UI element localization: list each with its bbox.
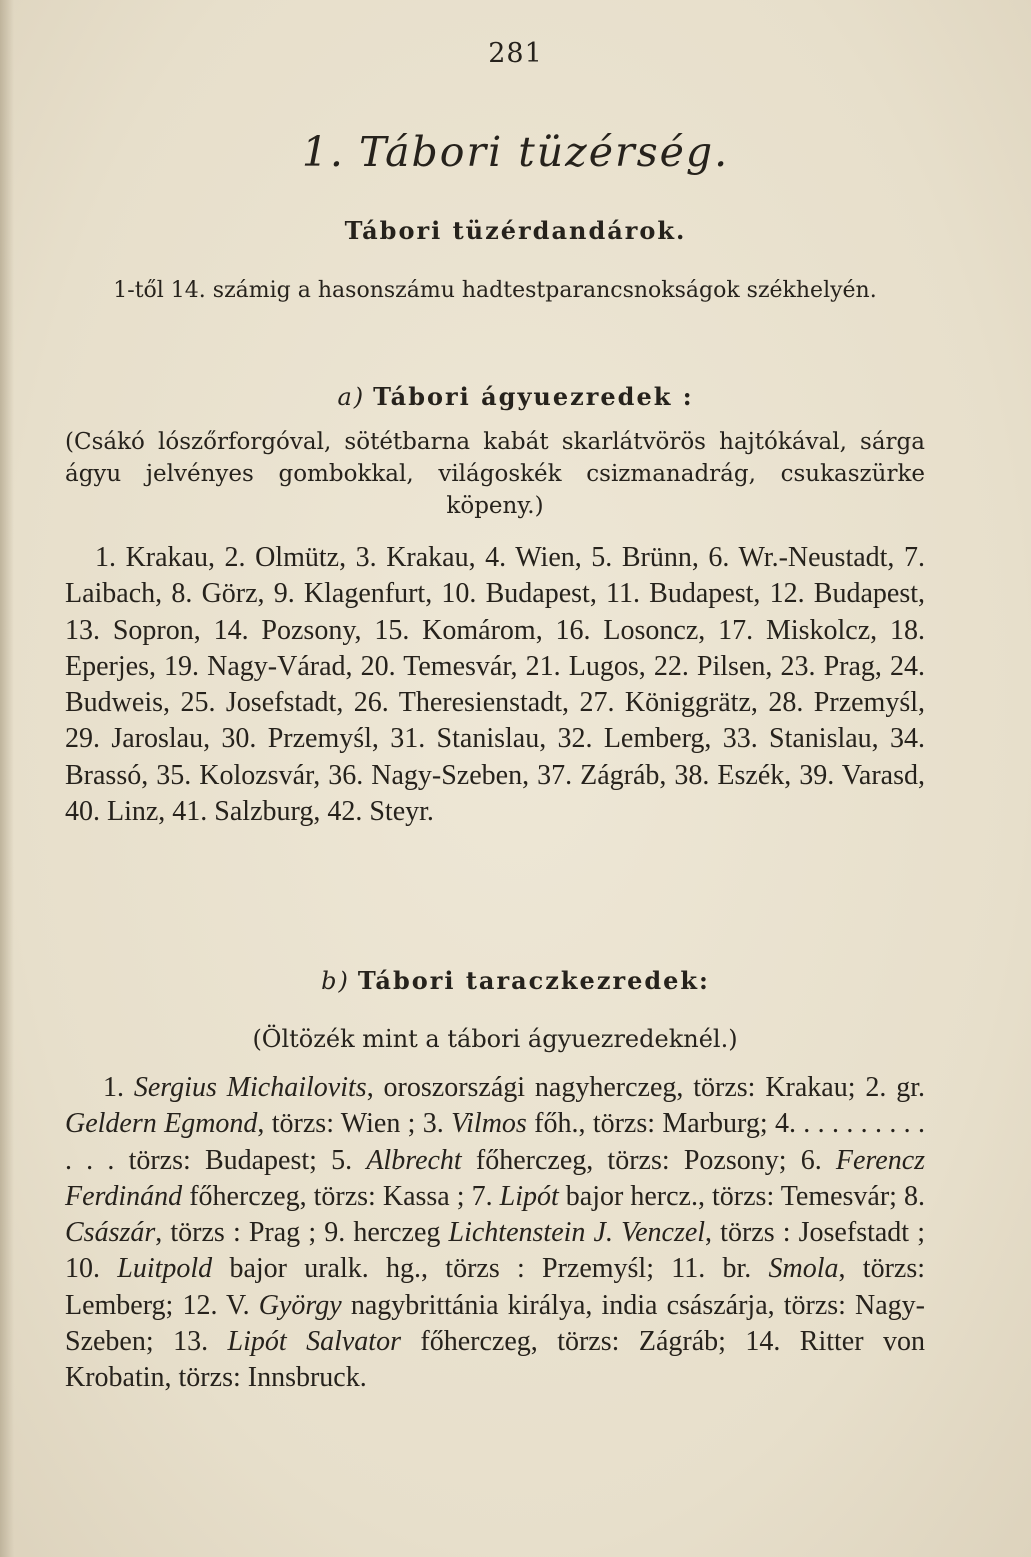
regiment-entry-text: 12. V. [182, 1289, 259, 1321]
regiment-patron-name: Lipót [499, 1180, 559, 1212]
title-number: 1. [301, 128, 345, 176]
regiment-patron-name: Luitpold [117, 1253, 213, 1285]
section-a-description: (Csákó lószőrforgóval, sötétbarna kabát skarlátvörös hajtókával, sárga ágyu jelvényes gombokkal, világoskék csizmanadrág, csukaszürke köpeny.) [65, 429, 925, 519]
regiment-patron-name: Geldern Egmond [65, 1108, 258, 1140]
regiment-entry-text: 3. [422, 1108, 452, 1140]
title-text: Tábori tüzérség. [358, 128, 730, 176]
regiment-entry-text: főherczeg, törzs: Zágráb; [400, 1326, 746, 1358]
section-b-list [65, 1070, 925, 1397]
regiment-entry-text: 10. [65, 1253, 118, 1285]
regiment-patron-name: Lipót Salvator [227, 1326, 401, 1358]
regiment-patron-name: Lichtenstein J. Venczel [448, 1217, 706, 1249]
regiment-entry-text: bajor uralk. hg., törzs : Przemyśl; [212, 1253, 672, 1285]
regiment-entry-text: , törzs : Prag ; [155, 1217, 325, 1249]
regiment-patron-name: György [258, 1289, 342, 1321]
regiment-entry [103, 1072, 865, 1103]
regiment-entry [324, 1217, 925, 1248]
regiment-entry-text: törzs: Budapest; [128, 1144, 332, 1176]
regiment-entry [173, 1326, 745, 1357]
regiment-entry-text: 9. herczeg [324, 1217, 449, 1249]
regiment-entry [65, 1253, 671, 1284]
section-a-title: Tábori ágyuezredek : [373, 382, 694, 411]
regiment-patron-name: Császár [65, 1217, 156, 1249]
section-a-marker: a) [337, 383, 366, 411]
regiment-patron-name: Vilmos [451, 1108, 527, 1140]
regiment-entry-text: 13. [173, 1326, 228, 1358]
regiment-entry-text: 5. [331, 1144, 367, 1176]
section-a-heading [0, 382, 1031, 411]
page-title [0, 128, 1031, 176]
regiment-entry-text: 7. [471, 1180, 500, 1212]
section-b-description: (Öltözék mint a tábori ágyuezredeknél.) [252, 1025, 738, 1053]
regiment-entry-text: 1. [103, 1072, 134, 1103]
intro-paragraph: 1-től 14. számig a hasonszámu hadtestparancsnokságok székhelyén. [113, 278, 877, 303]
regiment-entry [472, 1181, 904, 1212]
regiment-patron-name: Smola [768, 1253, 839, 1285]
regiment-entry-text: 2. gr. [865, 1072, 926, 1103]
regiment-patron-name: Ferencz Ferdinánd [65, 1144, 926, 1212]
regiment-entry-text: bajor hercz., törzs: Temesvár; [558, 1180, 905, 1212]
regiment-entry-text: nagybrittánia királya, india császárja, törzs: Nagy-Szeben; [65, 1289, 926, 1358]
regiment-entry-text: főherczeg, törzs: Pozsony; [461, 1144, 801, 1176]
regiment-entry-text: , törzs : Josefstadt ; [705, 1217, 925, 1249]
regiment-entry [423, 1108, 775, 1139]
regiment-entry-text: , oroszországi nagyherczeg, törzs: Krakau; [366, 1072, 866, 1103]
section-b-heading [0, 966, 1031, 995]
regiment-entry-text: főherczeg, törzs: Kassa ; [182, 1180, 472, 1212]
regiment-entry-text: 14. Ritter von Krobatin, törzs: Innsbruck. [65, 1326, 925, 1394]
regiment-patron-name: Albrecht [366, 1144, 462, 1176]
regiment-entry-text: 4. . . . . . . . . . . . . [65, 1108, 926, 1176]
regiment-entry-text: , törzs: Lemberg; [65, 1253, 925, 1321]
regiment-entry-text: főh., törzs: Marburg; [526, 1108, 775, 1140]
regiment-patron-name: Sergius Michailovits [133, 1072, 367, 1103]
page-number: 281 [488, 38, 543, 69]
regiment-entry-text: 8. [904, 1180, 926, 1212]
regiment-entry [331, 1145, 801, 1176]
section-b-marker: b) [321, 967, 350, 995]
section-b-title: Tábori taraczkezredek: [357, 966, 710, 995]
section-subtitle: Tábori tüzérdandárok. [344, 216, 687, 245]
section-a-list: 1. Krakau, 2. Olmütz, 3. Krakau, 4. Wien, 5. Brünn, 6. Wr.-Neustadt, 7. Laibach, 8. Görz, 9. Klagenfurt, 10. Budapest, 11. Budapest, 12. Budapest, 13. Sopron, 14. Pozsony, 15. Komárom, 16. Losoncz, 17. Miskolcz, 18. Eperjes, 19. Nagy-Várad, 20. Temesvár, 21. Lugos, 22. Pilsen, 23. Prag, 24. Budweis, 25. Josefstadt, 26. Theresienstadt, 27. Königgrätz, 28. Przemyśl, 29. Jaroslau, 30. Przemyśl, 31. Stanislau, 32. Lemberg, 33. Stanislau, 34. Brassó, 35. Kolozsvár, 36. Nagy-Szeben, 37. Zágráb, 38. Eszék, 39. Varasd, 40. Linz, 41. Salzburg, 42. Steyr. [65, 542, 925, 828]
regiment-entry-text: , törzs: Wien ; [257, 1108, 423, 1140]
regiment-entry-text: 11. br. [671, 1253, 769, 1285]
regiment-entry-text: 6. [800, 1144, 836, 1176]
